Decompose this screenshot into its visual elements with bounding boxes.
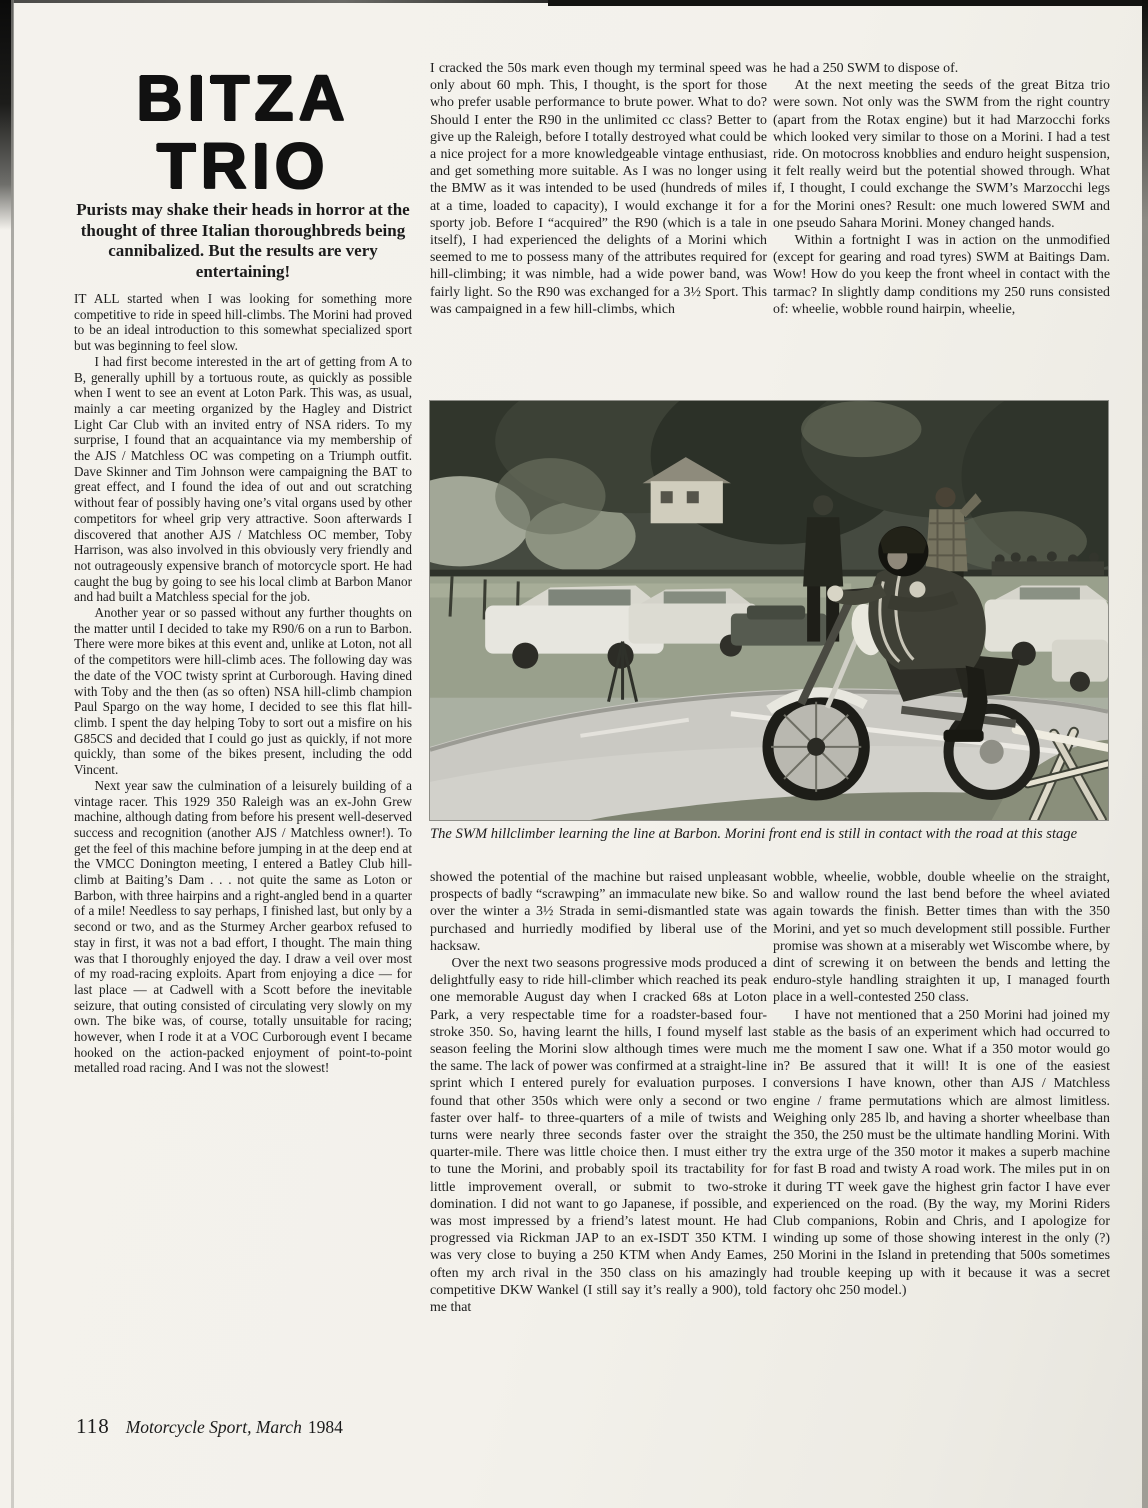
paragraph: I cracked the 50s mark even though my terminal speed was only about 60 mph. This, I thought, is the sport for those who prefer usable performance to brute power. What to do? Should I enter the R90 in the unlimited cc class? Better to give up the Raleigh, before I totally destroyed what could be a nice project for a more knowledgeable vintage enthusiast, and get something more suitable. As I was no longer using the BMW as it was intended to be used (hundreds of miles at a time, loaded to capacity), I would exchange it for a sporty job. Before I “acquired” the R90 (which is a tale in itself), I had experienced the delights of a Morini which seemed to me to possess many of the attributes required for hill-climbing; it was nimble, had a wide power band, was fairly light. So the R90 was exchanged for a 3½ Sport. This was campaigned in a few hill-climbs, which bbox=[430, 61, 767, 317]
column-middle-bottom bbox=[430, 869, 767, 1316]
paragraph: I have not mentioned that a 250 Morini had joined my stable as the basis of an experiment which had occurred to me the moment I saw one. What if a 350 motor would go in? Be assured that it will! It is one of the easiest conversions I have known, other than AJS / Matchless engine / frame permutations which are almost limitless. Weighing only 285 lb, and having a shorter wheelbase than the 350, the 250 must be the ultimate handling Morini. With the extra urge of the 350 motor it makes a superb machine for fast B road and twisty A road work. The miles put in on it during TT week gave the highest grin factor I have ever experienced on the road. (By the way, my Morini Riders Club companions, Robin and Chris, and I apologize for winding up some of those showing interest in the only (?) 250 Morini in the Island in pretending that 500s sometimes had trouble keeping up with it because it was a secret factory ohc 250 model.) bbox=[773, 1007, 1110, 1298]
paragraph: he had a 250 SWM to dispose of. bbox=[773, 61, 959, 76]
column-middle-top bbox=[430, 60, 767, 318]
paragraph: Another year or so passed without any further thoughts on the matter until I decided to take my R90/6 on a run to Barbon. There were more bikes at this event and, unlike at Loton, not all of the competitors were hill-climb aces. The following day was the date of the VOC twisty sprint at Curborough. Having dined with Toby and the then (as so often) NSA hill-climb champion Paul Spargo on the way home, I decided to see this flat hill-climb. I spent the day helping Toby to sort out a misfire on his G85CS and decided that I could go just as quickly, if not more quickly, than some of the bikes present, including the odd Vincent. bbox=[74, 605, 412, 778]
paragraph: showed the potential of the machine but raised unpleasant prospects of badly “scrawping” an immaculate new bike. So over the winter a 3½ Strada in semi-dismantled state was purchased and hurriedly modified by liberal use of the hacksaw. bbox=[430, 870, 767, 954]
article-title-line2: TRIO bbox=[156, 130, 330, 202]
scan-edge-top-dark bbox=[548, 0, 1148, 6]
paragraph: Over the next two seasons progressive mods produced a delightfully easy to ride hill-climber which reached its peak one memorable August day when I cracked 68s at Loton Park, a very respectable time for a roadster-based four-stroke 350. So, having learnt the hills, I found myself last season feeling the Morini slow although times were much the same. The lack of power was confirmed at a straight-line sprint which I entered purely for evaluation purposes. I found that other 350s which were only a second or two faster over half- to three-quarters of a mile of twists and turns were nearly three seconds faster over the straight quarter-mile. There was little choice then. I must either try to tune the Morini, and probably spoil its tractability for little improvement overall, or submit to two-stroke domination. I did not want to go Japanese, if possible, and was most impressed by a friend’s latest mount. He had progressed via Rickman JAP to an ex-ISDT 350 KTM. I was very close to buying a 250 KTM when Andy Eames, often my arch rival in the 350 class on his amazingly competitive DKW Wankel (I still say it’s really a 900), told me that bbox=[430, 956, 767, 1316]
page-footer bbox=[76, 1414, 343, 1439]
scan-edge-left bbox=[11, 0, 14, 1508]
page-number: 118 bbox=[76, 1414, 110, 1438]
magazine-title: Motorcycle Sport, March bbox=[125, 1417, 302, 1437]
paragraph: IT ALL started when I was looking for something more competitive to ride in speed hill-climbs. The Morini had proved to be an ideal introduction to this somewhat specialized sport but was beginning to feel slow. bbox=[74, 291, 412, 354]
paragraph: wobble, wheelie, wobble, double wheelie on the straight, and wallow round the last bend before the wheel aviated again towards the finish. Better times than with the 350 Morini, and yet so much development still possible. Further promise was shown at a miserably wet Wiscombe where, by dint of screwing it on between the bends and letting the enduro-style handling straighten it up, I managed fourth place in a well-contested 250 class. bbox=[773, 870, 1110, 1006]
photo-illustration bbox=[430, 401, 1108, 820]
paragraph: Within a fortnight I was in action on the unmodified (except for gearing and road tyres) SWM at Baitings Dam. Wow! How do you keep the front wheel in contact with the tarmac? In slightly damp conditions my 250 runs consisted of: wheelie, wobble round hairpin, wheelie, bbox=[773, 233, 1110, 317]
article-photo bbox=[430, 401, 1108, 820]
paragraph: At the next meeting the seeds of the great Bitza trio were sown. Not only was the SWM from the right country (apart from the Rotax engine) but it had Marzocchi forks which looked very similar to those on a Morini. I had a test ride. On motocross knobblies and enduro height suspension, it felt really weird but the potential showed through. What if, I thought, I could exchange the SWM’s Marzocchi legs for the Morini ones? Result: one much lowered SWM and one pseudo Sahara Morini. Money changed hands. bbox=[773, 78, 1110, 231]
column-right-bottom bbox=[773, 869, 1110, 1299]
photo-caption: The SWM hillclimber learning the line at Barbon. Morini front end is still in contact with the road at this stage bbox=[430, 826, 1078, 842]
article-title bbox=[74, 64, 412, 200]
paragraph: I had first become interested in the art of getting from A to B, generally uphill by a tortuous route, as quickly as possible when I went to see an event at Loton Park. This was, as usual, mainly a car meeting organized by the Hagley and District Light Car Club with an invited entry of NSA riders. To my surprise, I found that an acquaintance via my membership of the AJS / Matchless OC was competing on a Triumph outfit. Dave Skinner and Tim Johnson were campaigning the BAT to great effect, and I found the idea of out and out scratching without fear of possibly having one’s vital organs used by other competitors for wheel grip very attractive. Soon afterwards I discovered that another AJS / Matchless OC member, Toby Harrison, was also involved in this obviously very friendly and not outrageously expensive branch of motorcycle sport. He had caught the bug by going to see his local climb at Barbon Manor and had built a Matchless special for the job. bbox=[74, 353, 412, 605]
photo-trees bbox=[430, 401, 1108, 586]
issue-year: 1984 bbox=[307, 1417, 343, 1437]
scan-edge-right bbox=[1142, 0, 1148, 1508]
article-standfirst: Purists may shake their heads in horror at the thought of three Italian thoroughbreds being cannibalized. But the results are very entertaining! bbox=[76, 200, 410, 281]
column-right-top bbox=[773, 60, 1110, 318]
paragraph: Next year saw the culmination of a leisurely building of a vintage racer. This 1929 350 Raleigh was an ex-John Grew machine, although dating from before his present well-deserved success and recognition (another AJS / Matchless owner!). To get the feel of this machine before jumping in at the deep end at the VMCC Donington meeting, I entered a Batley Club hill-climb at Baiting’s Dam . . . not quite the same as Loton or Barbon, with three hairpins and a right-angled bend in a quarter of a mile! Needless to say perhaps, I finished last, but only by a second or two, and as the Sturmey Archer gearbox refused to stay in first, it was not a bad effort, I thought. The main thing was that I thoroughly enjoyed the day. I draw a veil over most of my road-racing exploits. Apart from enjoying a dice — for last place — at Cadwell with a Scott before the inevitable seizure, that outing consisted of circulating very slowly on my own. The bike was, of course, totally unsuitable for racing; however, when I rode it at a VOC Curborough event I became hooked on the action-packed enjoyment of point-to-point metalled road racing. And I was not the slowest! bbox=[74, 777, 412, 1076]
article-body-left bbox=[74, 291, 412, 1076]
article-title-line1: BITZA bbox=[136, 62, 350, 134]
column-left bbox=[74, 58, 412, 1076]
